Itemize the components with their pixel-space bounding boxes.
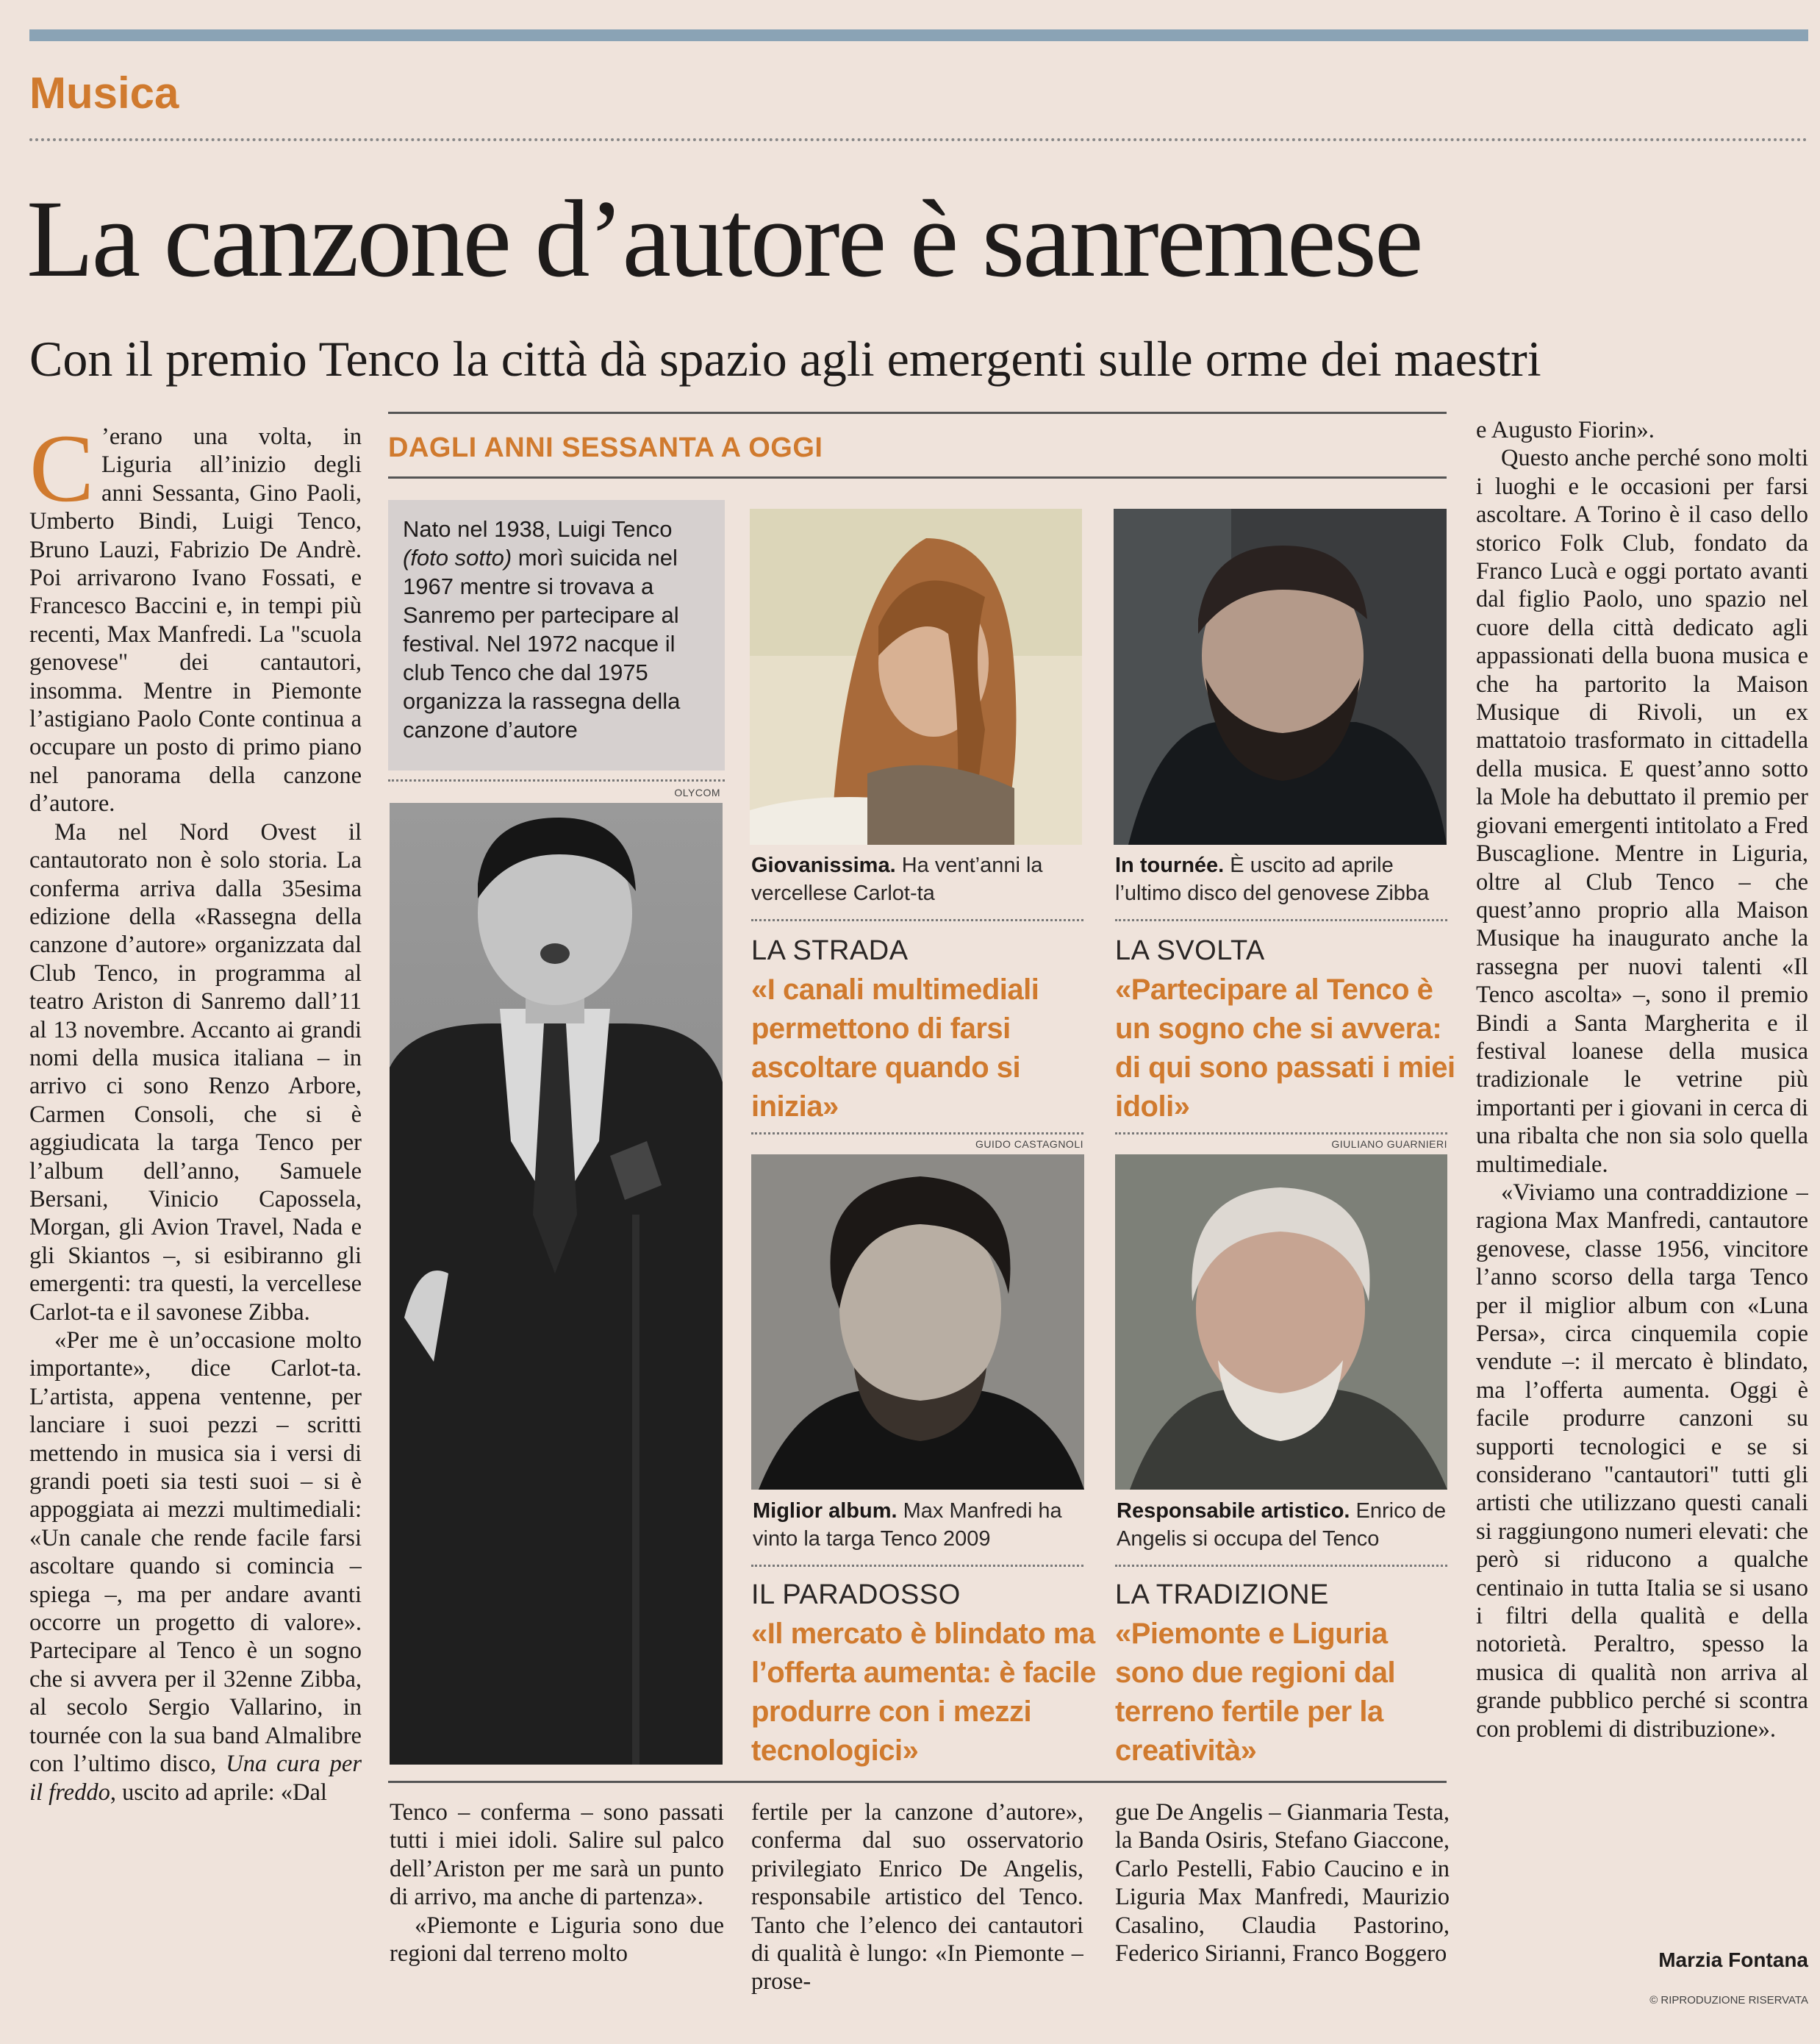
- box-top-rule: [388, 412, 1447, 414]
- article-column-3: fertile per la canzone d’autore», conferma dal suo osservatorio privilegiato Enrico De Angelis, responsabile artistico del Tenco. Tanto che l’elenco dei cantautori di qualità è lungo: «In Piemonte – prose-: [751, 1799, 1083, 1995]
- label-il-paradosso: IL PARADOSSO: [751, 1579, 961, 1610]
- article-column-2: Tenco – conferma – sono passati tutti i miei idoli. Salire sul palco dell’Ariston per me sarà un punto di arrivo, ma anche di partenza». «Piemonte e Liguria sono due regioni dal terreno molto: [390, 1799, 724, 1968]
- box-bottom-rule: [388, 1781, 1447, 1783]
- rights-notice: © RIPRODUZIONE RISERVATA: [1649, 1994, 1808, 2007]
- subheadline: Con il premio Tenco la città dà spazio agli emergenti sulle orme dei maestri: [29, 331, 1541, 387]
- deangelis-caption: Responsabile artistico. Enrico de Angelis si occupa del Tenco: [1117, 1499, 1447, 1551]
- article-column-4: gue De Angelis – Gianmaria Testa, la Banda Osiris, Stefano Giaccone, Carlo Pestelli, Fabio Caucino e in Liguria Max Manfredi, Maurizio Casalino, Claudia Pastorino, Federico Sirianni, Franco Boggero: [1115, 1799, 1450, 1968]
- album-title: Una cura per il freddo: [29, 1751, 362, 1806]
- label-la-tradizione: LA TRADIZIONE: [1115, 1579, 1329, 1610]
- label-la-svolta: LA SVOLTA: [1115, 935, 1265, 966]
- photo-credit-tenco: OLYCOM: [674, 787, 720, 798]
- box-header: DAGLI ANNI SESSANTA A OGGI: [388, 432, 823, 463]
- manfredi-separator: [751, 1565, 1083, 1567]
- photo-credit-manfredi: GUIDO CASTAGNOLI: [975, 1138, 1083, 1150]
- quote-la-strada: «I canali multimediali permettono di farsi ascoltare quando si inizia»: [751, 973, 1039, 1123]
- article-column-5: e Augusto Fiorin». Questo anche perché sono molti i luoghi e le occasioni per farsi ascoltare. A Torino è il caso dello storico Folk Club, fondato da Franco Lucà e oggi portato avanti dal figlio Paolo, uno spazio nel cuore della città dedicato agli appassionati della buona musica e che ha partorito la Maison Musique di Rivoli, un ex mattatoio trasformato in cittadella della musica. E quest’anno sotto la Mole ha debuttato il premio per giovani emergenti intitolato a Fred Buscaglione. Mentre in Liguria, oltre al Club Tenco – che quest’anno proprio alla Maison Musique ha inaugurato anche la rassegna per nuovi talenti «Il Tenco ascolta» –, sono il premio Bindi a Santa Margherita e il festival loanese della musica tradizionale le vetrine più importanti per i giovani in cerca di una ribalta che non sia solo quella multimediale. «Viviamo una contraddizione – ragiona Max Manfredi, cantautore genovese, classe 1956, vincitore l’anno scorso della targa Tenco per il miglior album con «Luna Persa», circa cinquemila copie vendute –: il mercato è blindato, ma l’offerta aumenta. Oggi è facile produrre canzoni su supporti tecnologici e se si considerano "cantautori" tutti gli artisti che utilizzano questi canali si raggiungono numeri elevati: che però si riducono a qualche centinaio in tutta Italia se si usano i filtri della qualità e della notorietà. Peraltro, spesso la musica di qualità non arriva al grande pubblico perché si scontra con problemi di distribuzione».: [1476, 417, 1808, 1743]
- col1-paragraph-2: Ma nel Nord Ovest il cantautorato non è solo storia. La conferma arriva dalla 35esima edizione della «Rassegna della canzone d’autore» organizzata dal Club Tenco, in programma al teatro Ariston di Sanremo dall’11 al 13 novembre. Accanto ai grandi nomi della musica italiana – in arrivo ci sono Renzo Arbore, Carmen Consoli, che si è aggiudicata la targa Tenco per l’album dell’anno, Samuele Bersani, Vinicio Capossela, Morgan, gli Avion Travel, Nada e gli Skiantos –, si esibiranno gli emergenti: tra questi, la vercellese Carlot-ta e il savonese Zibba.: [29, 818, 362, 1326]
- manfredi-caption: Miglior album. Max Manfredi ha vinto la targa Tenco 2009: [753, 1499, 1062, 1551]
- infobox-separator: [388, 779, 725, 782]
- drop-cap: C: [29, 423, 95, 522]
- carlotta-caption: Giovanissima. Ha vent’anni la vercellese Carlot-ta: [751, 854, 1043, 905]
- article-column-1: [29, 423, 362, 2018]
- quote-la-svolta: «Partecipare al Tenco è un sogno che si avvera: di qui sono passati i miei idoli»: [1115, 973, 1455, 1123]
- box-header-rule: [388, 476, 1447, 479]
- photo-credit-deangelis: GIULIANO GUARNIERI: [1331, 1138, 1447, 1150]
- col1-paragraph-3: «Per me è un’occasione molto importante», dice Carlot-ta. L’artista, appena ventenne, per lanciare i suoi pezzi – scritti mettendo in musica sia i versi di grandi poeti sia testi suoi – si è appoggiata ai mezzi multimediali: «Un canale che rende facile farsi ascoltare quando si comincia – spiega –, ma per andare avanti occorre un progetto di valore». Partecipare al Tenco è un sogno che si avvera per il 32enne Zibba, al secolo Sergio Vallarino, in tournée con la sua band Almalibre con l’ultimo disco, Una cura per il freddo, uscito ad aprile: «Dal: [29, 1327, 362, 1806]
- top-color-bar: [29, 29, 1808, 41]
- label-la-strada: LA STRADA: [751, 935, 909, 966]
- deangelis-top-separator: [1115, 1132, 1447, 1134]
- tenco-photo: [390, 803, 723, 1765]
- carlotta-photo: [750, 509, 1082, 845]
- deangelis-separator: [1115, 1565, 1447, 1567]
- zibba-caption: In tournée. È uscito ad aprile l’ultimo disco del genovese Zibba: [1115, 854, 1430, 905]
- author-signature: Marzia Fontana: [1658, 1948, 1808, 1971]
- zibba-photo: [1114, 509, 1447, 845]
- col1-paragraph-1: ’erano una volta, in Liguria all’inizio degli anni Sessanta, Gino Paoli, Umberto Bindi, Luigi Tenco, Bruno Lauzi, Fabrizio De Andrè. Poi arrivarono Ivano Fossati, e Francesco Baccini e, in tempi più recenti, Max Manfredi. La "scuola genovese" dei cantautori, insomma. Mentre in Piemonte l’astigiano Paolo Conte continua a occupare un posto di primo piano nel panorama della canzone d’autore.: [29, 424, 362, 818]
- deangelis-photo: [1115, 1154, 1447, 1490]
- quote-la-tradizione: «Piemonte e Liguria sono due regioni dal terreno fertile per la creatività»: [1115, 1618, 1396, 1767]
- header-divider: [29, 138, 1808, 141]
- carlotta-separator: [751, 919, 1083, 921]
- manfredi-top-separator: [751, 1132, 1083, 1134]
- section-label: Musica: [29, 68, 179, 118]
- headline: La canzone d’autore è sanremese: [26, 178, 1422, 300]
- quote-il-paradosso: «Il mercato è blindato ma l’offerta aumenta: è facile produrre con i mezzi tecnologici»: [751, 1618, 1096, 1767]
- zibba-separator: [1115, 919, 1447, 921]
- manfredi-photo: [751, 1154, 1084, 1490]
- info-box: Nato nel 1938, Luigi Tenco (foto sotto) morì suicida nel 1967 mentre si trovava a Sanremo per partecipare al festival. Nel 1972 nacque il club Tenco che dal 1975 organizza la rassegna della canzone d’autore: [388, 500, 725, 771]
